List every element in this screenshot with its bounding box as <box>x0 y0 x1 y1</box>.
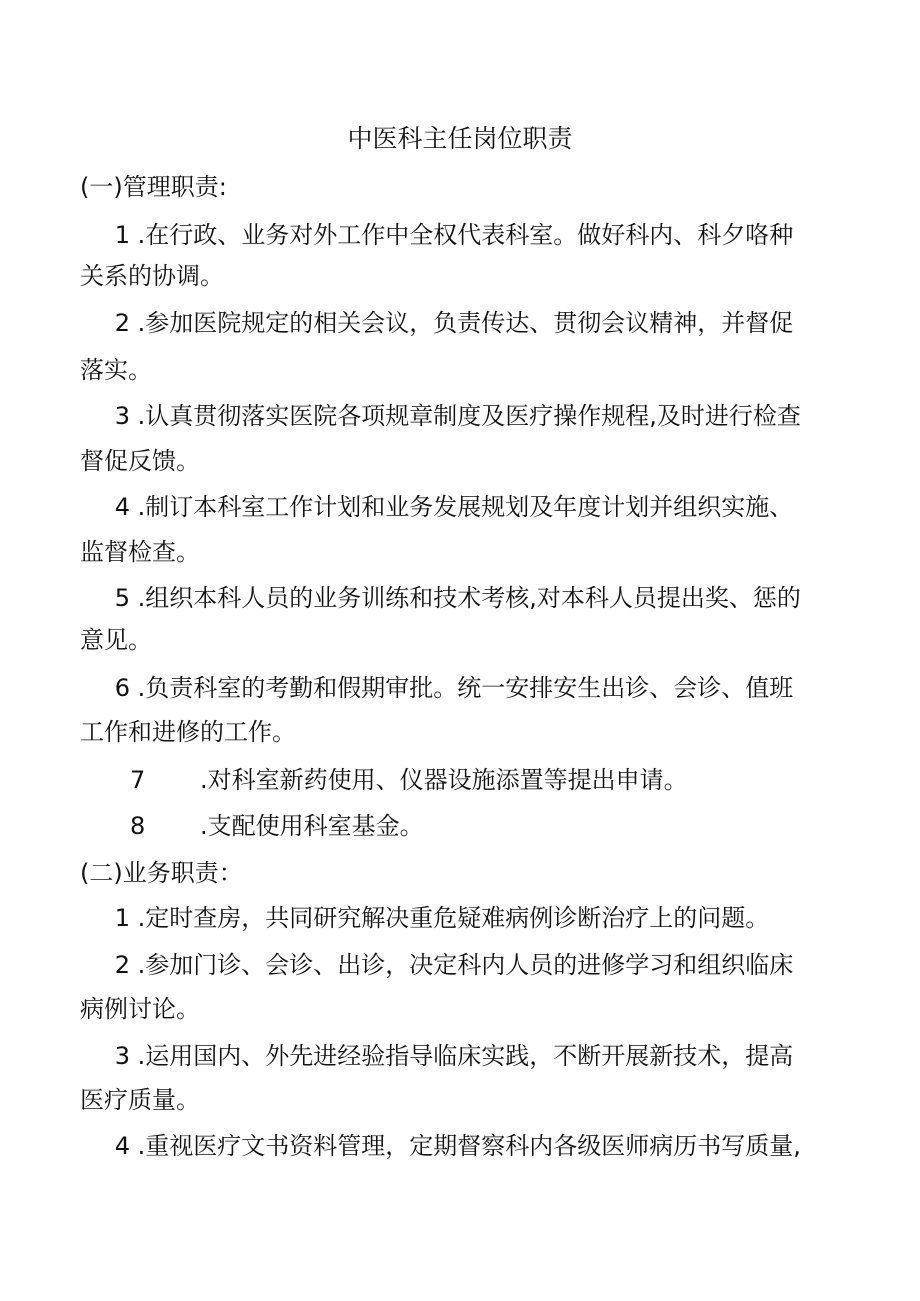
item-number: 2 <box>114 951 130 979</box>
business-item-3 <box>80 1036 920 1076</box>
item-number: 1 <box>114 904 130 932</box>
item-text: .参加门诊、会诊、出诊，决定科内人员的进修学习和组织临床 <box>137 951 794 979</box>
business-item-1 <box>80 898 920 938</box>
item-number: 6 <box>114 674 130 702</box>
item-number: 3 <box>114 402 130 430</box>
item-text: .认真贯彻落实医院各项规章制度及医疗操作规程,及时进行检查 <box>137 402 801 430</box>
management-item-4-continued: 监督检查。 <box>80 538 200 566</box>
item-text: .负责科室的考勤和假期审批。统一安排安生出诊、会诊、值班 <box>137 674 794 702</box>
management-item-1-continued: 关系的协调。 <box>80 262 224 290</box>
item-number: 5 <box>114 584 130 612</box>
management-item-3 <box>80 396 920 436</box>
management-item-6 <box>80 668 920 708</box>
item-number: 7 <box>130 766 146 794</box>
management-item-7 <box>80 760 920 800</box>
management-item-5-continued: 意见。 <box>80 626 152 654</box>
item-text: .参加医院规定的相关会议，负责传达、贯彻会议精神，并督促 <box>137 309 794 337</box>
item-text: .在行政、业务对外工作中全权代表科室。做好科内、科夕咯种 <box>137 221 794 249</box>
business-item-2 <box>80 945 920 985</box>
item-number: 1 <box>114 221 130 249</box>
item-text: .运用国内、外先进经验指导临床实践，不断开展新技术，提高 <box>137 1042 794 1070</box>
item-number: 4 <box>114 1132 130 1160</box>
item-text: .制订本科室工作计划和业务发展规划及年度计划并组织实施、 <box>137 493 794 521</box>
item-number: 3 <box>114 1042 130 1070</box>
item-text: .定时查房，共同研究解决重危疑难病例诊断治疗上的问题。 <box>137 904 770 932</box>
section-heading-business: (二)业务职责： <box>80 859 243 887</box>
business-item-3-continued: 医疗质量。 <box>80 1086 200 1114</box>
management-item-6-continued: 工作和进修的工作。 <box>80 718 296 746</box>
business-item-2-continued: 病例讨论。 <box>80 995 200 1023</box>
business-item-4 <box>80 1126 920 1166</box>
management-item-5 <box>80 578 920 618</box>
item-text: .支配使用科室基金。 <box>200 812 424 840</box>
management-item-2-continued: 落实。 <box>80 356 152 384</box>
management-item-8 <box>80 806 920 846</box>
management-item-1 <box>80 215 920 255</box>
item-number: 2 <box>114 309 130 337</box>
item-number: 4 <box>114 493 130 521</box>
management-item-4 <box>80 487 920 527</box>
document-title: 中医科主任岗位职责 <box>347 124 573 153</box>
item-number: 8 <box>130 812 146 840</box>
item-text: .对科室新药使用、仪器设施添置等提出申请。 <box>200 766 688 794</box>
management-item-3-continued: 督促反馈。 <box>80 447 200 475</box>
section-heading-management: (一)管理职责: <box>80 173 227 201</box>
item-text: .组织本科人员的业务训练和技术考核,对本科人员提出奖、惩的 <box>137 584 801 612</box>
item-text: .重视医疗文书资料管理，定期督察科内各级医师病历书写质量, <box>137 1132 801 1160</box>
management-item-2 <box>80 303 920 343</box>
